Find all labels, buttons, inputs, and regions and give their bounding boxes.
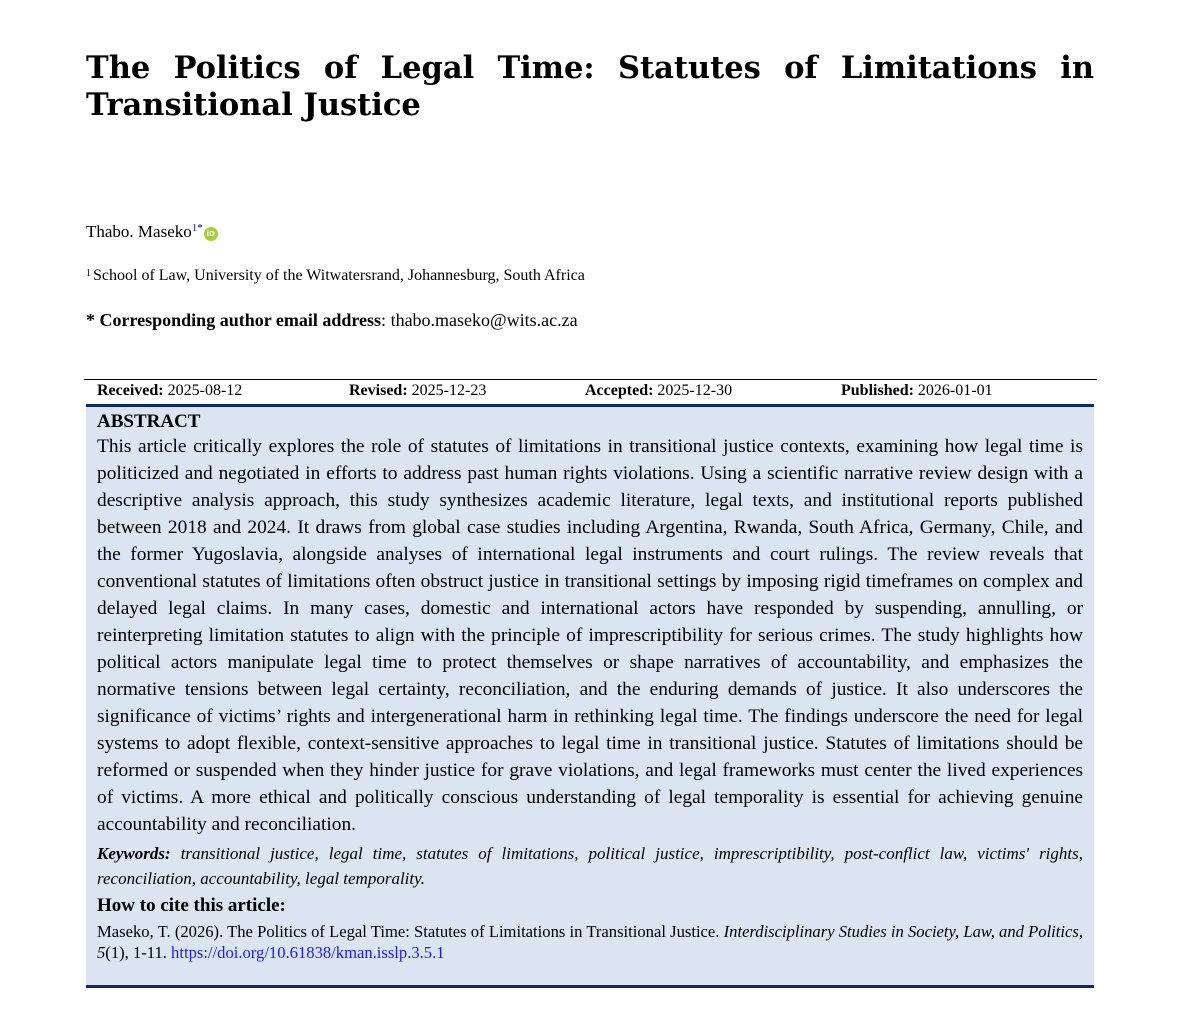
date-published: Published: 2026-01-01 bbox=[841, 382, 993, 399]
affiliation-text: School of Law, University of the Witwatersrand, Johannesburg, South Africa bbox=[93, 267, 585, 284]
citation-heading: How to cite this article: bbox=[97, 895, 286, 916]
corresponding-marker: * bbox=[197, 222, 203, 234]
author-name: Thabo. Maseko bbox=[86, 222, 192, 241]
keywords-label: Keywords: bbox=[97, 844, 171, 863]
orcid-icon[interactable]: iD bbox=[204, 227, 218, 241]
article-title: The Politics of Legal Time: Statutes of Limitations in Transitional Justice bbox=[86, 50, 1094, 123]
date-revised: Revised: 2025-12-23 bbox=[349, 382, 487, 399]
author-line bbox=[86, 216, 218, 244]
abstract-heading: ABSTRACT bbox=[97, 411, 201, 432]
affiliation-marker: 1 bbox=[86, 268, 91, 279]
keywords-text: transitional justice, legal time, statutes of limitations, political justice, imprescriptibility, post-conflict law, victims' rights, reconciliation, accountability, legal temporality. bbox=[97, 844, 1083, 888]
date-received: Received: 2025-08-12 bbox=[97, 382, 243, 399]
doi-link[interactable]: https://doi.org/10.61838/kman.isslp.3.5.1 bbox=[171, 943, 445, 962]
corresponding-email[interactable]: thabo.maseko@wits.ac.za bbox=[390, 310, 578, 330]
corresponding-author: * Corresponding author email address: thabo.maseko@wits.ac.za bbox=[86, 310, 578, 330]
author-affiliation-marker[interactable]: 1 bbox=[191, 222, 198, 234]
citation-journal: Interdisciplinary Studies in Society, Law, and Politics, 5 bbox=[97, 922, 1083, 962]
date-accepted: Accepted: 2025-12-30 bbox=[585, 382, 733, 399]
corresponding-label: * Corresponding author email address bbox=[86, 310, 382, 330]
dates-row bbox=[84, 379, 1097, 404]
abstract-body: This article critically explores the role of statutes of limitations in transitional justice contexts, examining how legal time is politicized and negotiated in efforts to address past human rights violations. Using a scientific narrative review design with a descriptive analysis approach, this study synthesizes academic literature, legal texts, and institutional reports published between 2018 and 2024. It draws from global case studies including Argentina, Rwanda, South Africa, Germany, Chile, and the former Yugoslavia, alongside analyses of international legal instruments and court rulings. The review reveals that conventional statutes of limitations often obstruct justice in transitional settings by imposing rigid timeframes on complex and delayed legal claims. In many cases, domestic and international actors have responded by suspending, annulling, or reinterpreting limitation statutes to align with the principle of imprescriptibility for serious crimes. The study highlights how political actors manipulate legal time to protect themselves or shape narratives of accountability, and emphasizes the normative tensions between legal certainty, reconciliation, and the enduring demands of justice. It also underscores the significance of victims’ rights and intergenerational harm in rethinking legal time. The findings underscore the need for legal systems to adopt flexible, context-sensitive approaches to legal time in transitional justice. Statutes of limitations should be reformed or suspended when they hinder justice for grave violations, and legal frameworks must center the lived experiences of victims. A more ethical and politically conscious understanding of legal temporality is essential for achieving genuine accountability and reconciliation. bbox=[97, 436, 1083, 835]
abstract-box bbox=[86, 404, 1094, 988]
keywords bbox=[97, 841, 1083, 891]
affiliation bbox=[86, 264, 585, 286]
citation: Maseko, T. (2026). The Politics of Legal Time: Statutes of Limitations in Transitional Justice. Interdisciplinary Studies in Society, Law, and Politics, 5(1), 1-11. https://doi.org/10.61838/kman.isslp.3.5.1 bbox=[97, 922, 1083, 962]
